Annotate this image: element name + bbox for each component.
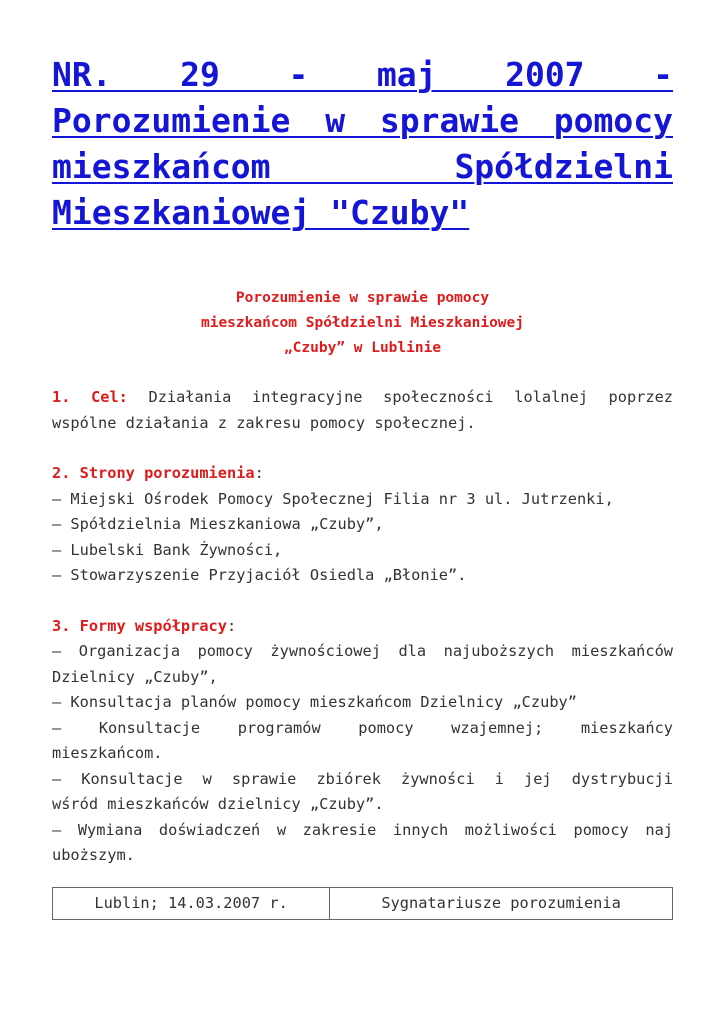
page-title [52, 52, 673, 236]
title-link[interactable]: NR. 29 - maj 2007 - Porozumienie w sprawie pomocy mieszkańcom Spółdzielni Mieszkaniowej "Czuby" [52, 55, 673, 232]
list-item-continuation: mieszkańcom. [52, 744, 163, 762]
list-item-continuation: Dzielnicy „Czuby”, [52, 667, 218, 686]
list-item: – Lubelski Bank Żywności, [52, 540, 283, 559]
section-goal [52, 385, 673, 436]
section-cooperation-heading [52, 614, 673, 640]
section-parties-heading [52, 461, 673, 487]
list-item-continuation: wśród mieszkańców dzielnicy „Czuby”. [52, 795, 384, 813]
list-item: – Miejski Ośrodek Pomocy Społecznej Filia nr 3 ul. Jutrzenki, [52, 489, 614, 508]
section-parties [52, 461, 673, 589]
heading-line-2: mieszkańcom Spółdzielni Mieszkaniowej [200, 315, 524, 331]
section-cooperation-colon: : [226, 616, 237, 635]
list-item: – Konsultacje w sprawie zbiórek żywności i jej dystrybucji [52, 769, 673, 788]
section-parties-colon: : [254, 464, 264, 482]
list-item: – Stowarzyszenie Przyjaciół Osiedla „Błonie”. [52, 566, 467, 584]
list-item: – Konsultacja planów pomocy mieszkańcom Dzielnicy „Czuby” [52, 693, 577, 711]
list-item: – Wymiana doświadczeń w zakresie innych możliwości pomocy naj [52, 820, 673, 839]
heading-line-1: Porozumienie w sprawie pomocy [235, 290, 490, 306]
section-parties-label: 2. Strony porozumienia [52, 464, 255, 482]
table-row [53, 887, 673, 919]
signatories-cell: Sygnatariusze porozumienia [330, 887, 673, 919]
section-goal-label: 1. Cel: [52, 388, 128, 406]
section-goal-text: Działania integracyjne społeczności lolalnej poprzez wspólne działania z zakresu pomocy społecznej. [52, 388, 673, 432]
article [52, 52, 673, 920]
list-item: – Spółdzielnia Mieszkaniowa „Czuby”, [52, 515, 384, 533]
agreement-heading [52, 286, 673, 361]
section-cooperation [52, 614, 673, 869]
section-cooperation-label: 3. Formy współpracy [52, 616, 227, 635]
signature-table [52, 887, 673, 920]
heading-line-3: „Czuby” w Lublinie [283, 340, 442, 356]
list-item: – Organizacja pomocy żywnościowej dla najuboższych mieszkańców [52, 642, 673, 660]
list-item: – Konsultacje programów pomocy wzajemnej; mieszkańcy [52, 718, 673, 737]
list-item-continuation: uboższym. [52, 846, 135, 864]
place-date-cell: Lublin; 14.03.2007 r. [53, 887, 330, 919]
